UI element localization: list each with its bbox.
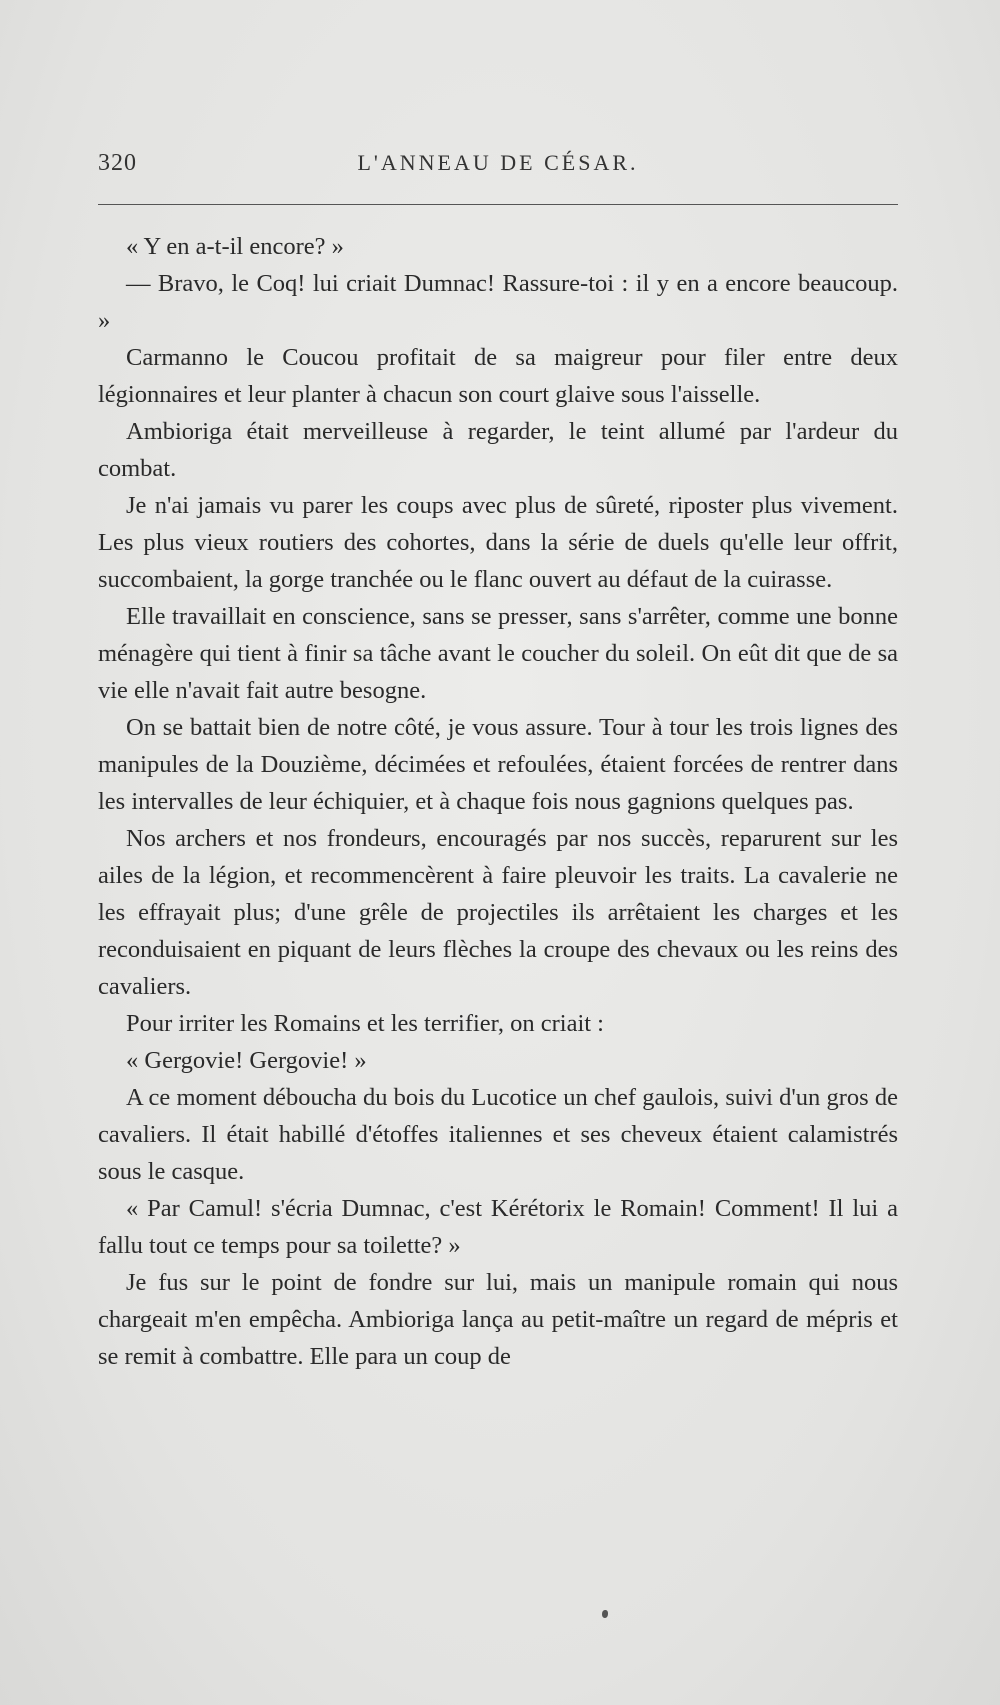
paragraph: Elle travaillait en conscience, sans se presser, sans s'arrêter, comme une bonne ménagère qui tient à finir sa tâche avant le coucher du soleil. On eût dit que de sa vie elle n'avait fait autre besogne. xyxy=(98,603,898,704)
page-header xyxy=(98,150,898,184)
paragraph: Carmanno le Coucou profitait de sa maigreur pour filer entre deux légionnaires et leur planter à chacun son court glaive sous l'aisselle. xyxy=(98,344,898,408)
paragraph: Je fus sur le point de fondre sur lui, mais un manipule romain qui nous chargeait m'en empêcha. Ambioriga lança au petit-maître un regard de mépris et se remit à combattre. Elle para un coup de xyxy=(98,1269,898,1370)
paragraph: On se battait bien de notre côté, je vous assure. Tour à tour les trois lignes des manipules de la Douzième, décimées et refoulées, étaient forcées de rentrer dans les intervalles de leur échiquier, et à chaque fois nous gagnions quelques pas. xyxy=(98,714,898,815)
paragraph: Pour irriter les Romains et les terrifier, on criait : xyxy=(126,1010,604,1037)
header-rule xyxy=(98,204,898,205)
paragraph: « Gergovie! Gergovie! » xyxy=(126,1047,367,1074)
paragraph: A ce moment déboucha du bois du Lucotice un chef gaulois, suivi d'un gros de cavaliers. Il était habillé d'étoffes italiennes et ses cheveux étaient calamistrés sous le casque. xyxy=(98,1084,898,1185)
paragraph: « Y en a-t-il encore? » xyxy=(126,233,344,260)
paragraph: — Bravo, le Coq! lui criait Dumnac! Rassure-toi : il y en a encore beaucoup. » xyxy=(98,270,898,334)
ink-speck xyxy=(602,1610,608,1618)
page-number: 320 xyxy=(98,150,137,176)
paragraph: Je n'ai jamais vu parer les coups avec plus de sûreté, riposter plus vivement. Les plus vieux routiers des cohortes, dans la série de duels qu'elle leur offrit, succombaient, la gorge tranchée ou le flanc ouvert au défaut de la cuirasse. xyxy=(98,492,898,593)
running-title: L'ANNEAU DE CÉSAR. xyxy=(357,150,639,175)
paragraph: Ambioriga était merveilleuse à regarder, le teint allumé par l'ardeur du combat. xyxy=(98,418,898,482)
body-text xyxy=(98,228,898,1375)
paragraph: Nos archers et nos frondeurs, encouragés par nos succès, reparurent sur les ailes de la légion, et recommencèrent à faire pleuvoir les traits. La cavalerie ne les effrayait plus; d'une grêle de projectiles ils arrêtaient les charges et les reconduisaient en piquant de leurs flèches la croupe des chevaux ou les reins des cavaliers. xyxy=(98,825,898,1000)
paragraph: « Par Camul! s'écria Dumnac, c'est Kérétorix le Romain! Comment! Il lui a fallu tout ce temps pour sa toilette? » xyxy=(98,1195,898,1259)
